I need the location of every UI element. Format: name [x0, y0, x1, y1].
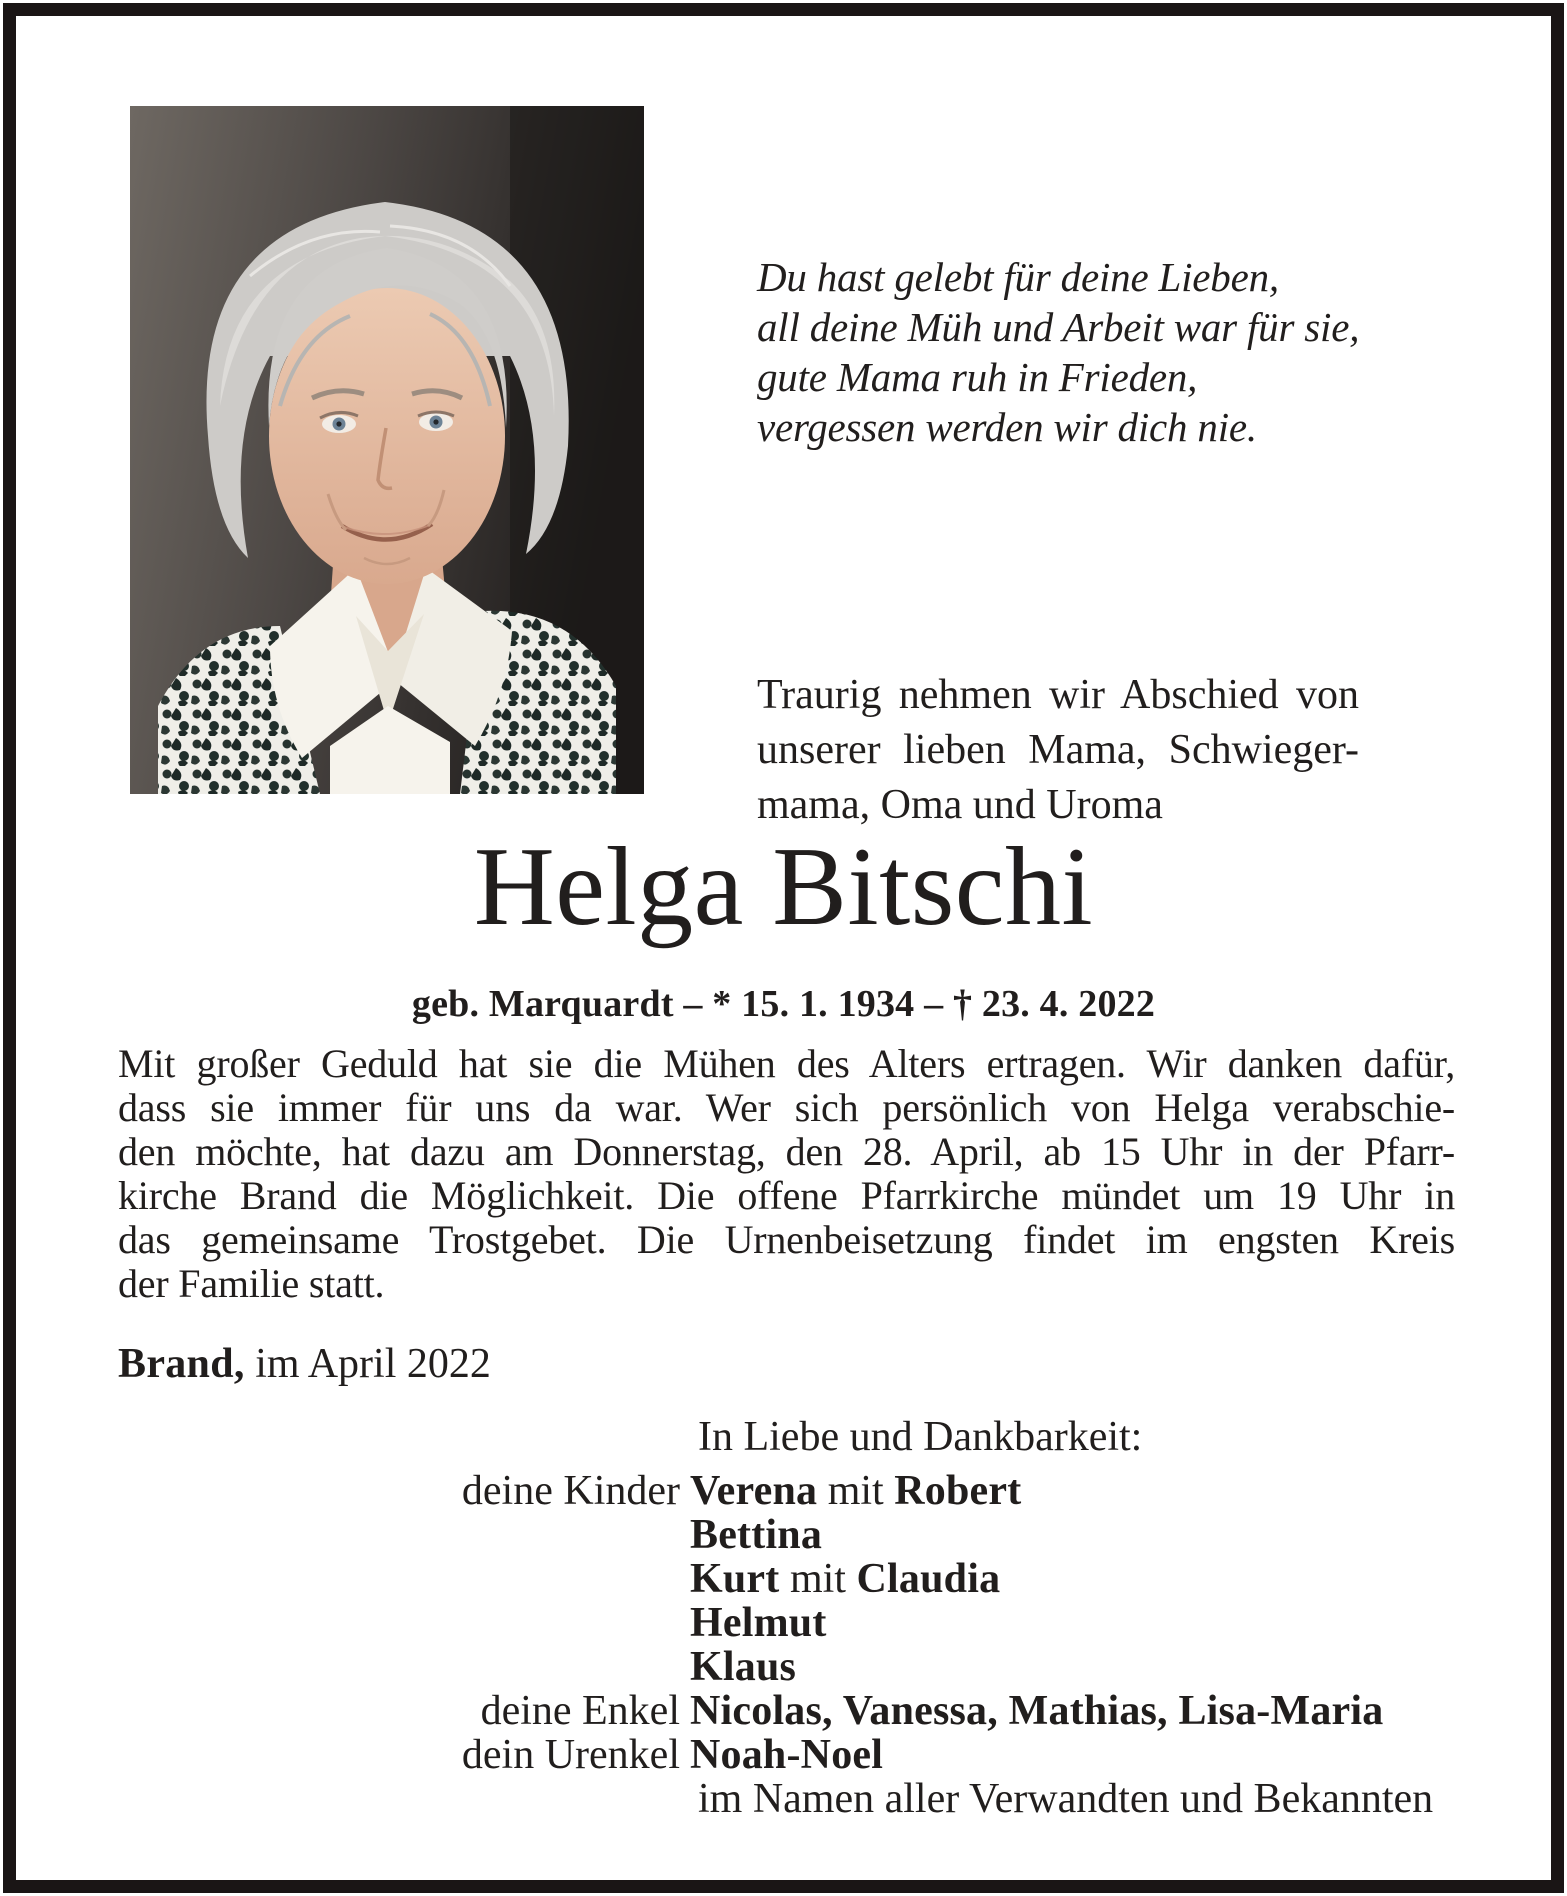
family-row-names: [690, 1689, 1463, 1733]
family-row: [118, 1469, 1463, 1513]
family-name: Noah-Noel: [690, 1732, 884, 1778]
family-name: Bettina: [690, 1512, 823, 1558]
family-connector: mit: [779, 1556, 857, 1602]
poem-line: vergessen werden wir dich nie.: [757, 404, 1257, 450]
intro-line: mama, Oma und Uroma: [757, 782, 1163, 828]
poem-line: Du hast gelebt für deine Lieben,: [757, 254, 1279, 300]
black-frame: [3, 3, 1564, 1893]
family-name: Klaus: [690, 1644, 797, 1690]
family-row-label: [118, 1645, 690, 1689]
family-row-label: [118, 1557, 690, 1601]
family-name: Verena: [690, 1468, 818, 1514]
announcement-line: dass sie immer für uns da war. Wer sich persönlich von Helga verabschie-: [118, 1085, 1455, 1130]
family-connector: mit: [817, 1468, 895, 1514]
portrait-photo: [130, 106, 644, 794]
family-row: [118, 1513, 1463, 1557]
family-list: [118, 1469, 1463, 1777]
family-name: Helmut: [690, 1600, 827, 1646]
poem-line: gute Mama ruh in Frieden,: [757, 354, 1198, 400]
mourners-section: [118, 1415, 1463, 1821]
announcement-text: [118, 1042, 1455, 1306]
family-row-names: [690, 1513, 1463, 1557]
place-date-line: [118, 1340, 491, 1388]
family-name: Robert: [894, 1468, 1022, 1514]
announcement-line: der Familie statt.: [118, 1261, 385, 1306]
family-row-names: [690, 1601, 1463, 1645]
announcement-line: den möchte, hat dazu am Donnerstag, den 28. April, ab 15 Uhr in der Pfarr-: [118, 1129, 1455, 1174]
announcement-line: kirche Brand die Möglichkeit. Die offene Pfarrkirche mündet um 19 Uhr in: [118, 1173, 1455, 1218]
family-row: [118, 1689, 1463, 1733]
family-row-label: dein Urenkel: [461, 1732, 680, 1778]
portrait-illustration: [130, 106, 644, 794]
family-name: Nicolas, Vanessa, Mathias, Lisa-Maria: [690, 1688, 1384, 1734]
farewell-intro: [757, 668, 1359, 833]
family-row: [118, 1733, 1463, 1777]
family-row-names: [690, 1469, 1463, 1513]
deceased-name: Helga Bitschi: [473, 825, 1094, 949]
intro-line: Traurig nehmen wir Abschied von: [757, 672, 1359, 718]
family-row-names: [690, 1645, 1463, 1689]
memorial-poem: [757, 252, 1377, 452]
family-row-label: deine Enkel: [480, 1688, 680, 1734]
birth-death-line: geb. Marquardt – * 15. 1. 1934 – † 23. 4. 2022: [411, 983, 1156, 1025]
family-name: Kurt: [690, 1556, 780, 1602]
closing-heading: In Liebe und Dankbarkeit:: [698, 1414, 1143, 1460]
intro-line: unserer lieben Mama, Schwieger-: [757, 727, 1359, 773]
family-row: [118, 1557, 1463, 1601]
family-row-names: [690, 1733, 1463, 1777]
family-name: Claudia: [856, 1556, 1001, 1602]
family-row: [118, 1601, 1463, 1645]
family-row: [118, 1645, 1463, 1689]
announcement-line: Mit großer Geduld hat sie die Mühen des Alters ertragen. Wir danken dafür,: [118, 1041, 1455, 1086]
poem-line: all deine Müh und Arbeit war für sie,: [757, 304, 1360, 350]
family-row-names: [690, 1557, 1463, 1601]
family-row-label: [118, 1601, 690, 1645]
date-text: im April 2022: [244, 1341, 491, 1387]
family-row-label: [118, 1513, 690, 1557]
family-row-label: deine Kinder: [461, 1468, 680, 1514]
announcement-line: das gemeinsame Trostgebet. Die Urnenbeisetzung findet im engsten Kreis: [118, 1217, 1455, 1262]
closing-footer: im Namen aller Verwandten und Bekannten: [698, 1776, 1434, 1822]
place-name: Brand,: [118, 1341, 245, 1387]
